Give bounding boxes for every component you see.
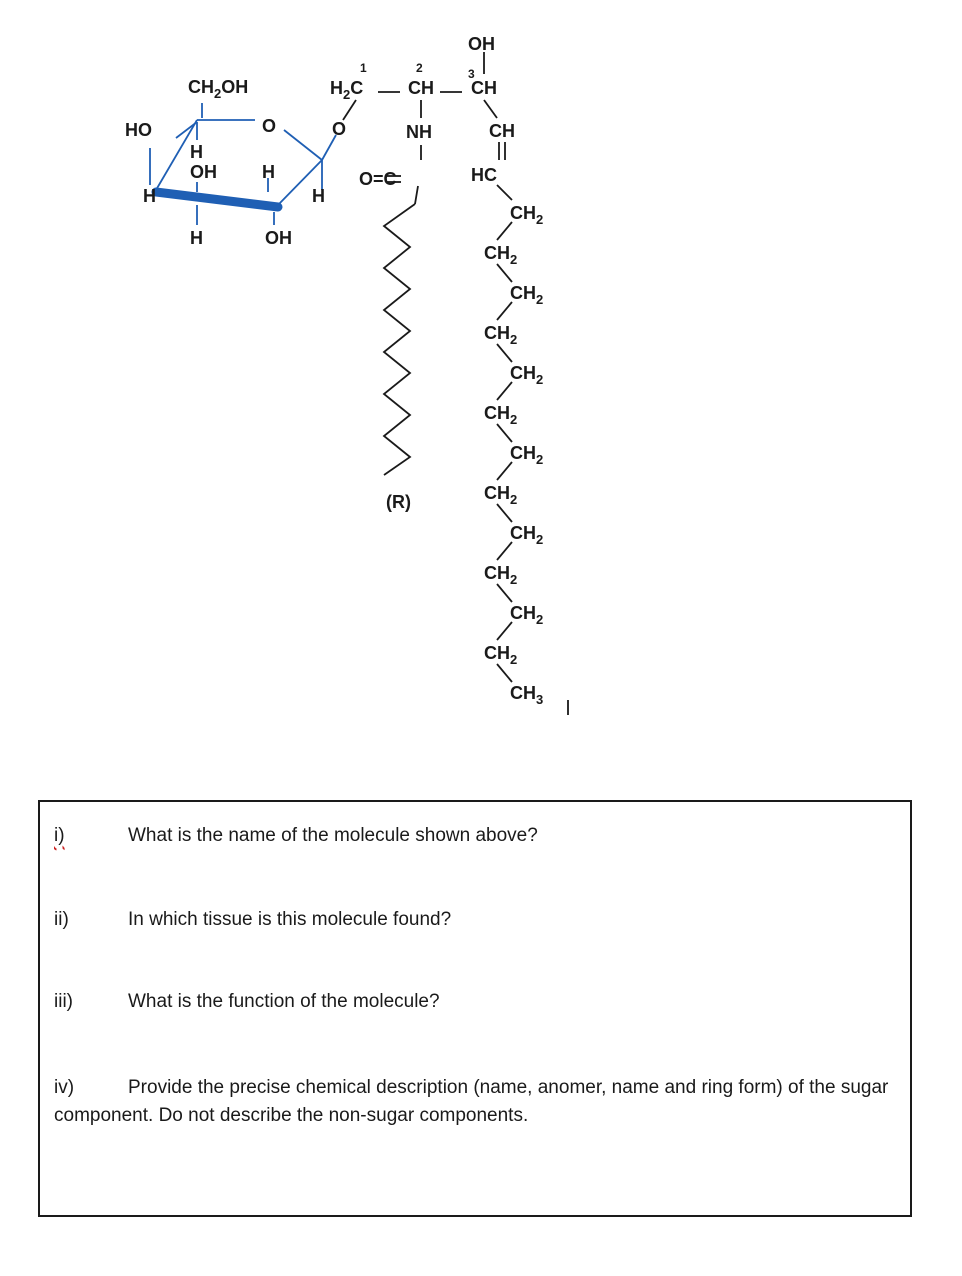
alkyl-chain bbox=[484, 203, 543, 667]
ch2-label: $CH_2$ bbox=[510, 363, 544, 387]
sugar-ring bbox=[150, 103, 336, 225]
ch2-label: $CH_2$ bbox=[510, 203, 544, 227]
oh-bottom-label: OH bbox=[265, 228, 292, 248]
glycosidic-oxygen-label: O bbox=[332, 119, 347, 139]
ch2-label: $CH_2$ bbox=[510, 283, 544, 307]
ch2-label: $CH_2$ bbox=[484, 643, 518, 667]
ch2-label: $CH_2$ bbox=[484, 323, 518, 347]
question-number: ii) bbox=[54, 909, 69, 930]
ch2oh-label: $CH_2OH$ bbox=[188, 77, 249, 101]
carbon-number-1: 1 bbox=[360, 61, 367, 75]
carbon-number-2: 2 bbox=[416, 61, 423, 75]
question-number: i) bbox=[54, 825, 65, 846]
h-right-label: H bbox=[312, 186, 325, 206]
r-group-label: (R) bbox=[386, 492, 411, 512]
question-number: iv) bbox=[54, 1077, 75, 1098]
h-left-label: H bbox=[143, 186, 156, 206]
ch2-label: $CH_2$ bbox=[510, 523, 544, 547]
c2-label: CH bbox=[408, 78, 434, 98]
question-text: What is the function of the molecule? bbox=[128, 991, 440, 1012]
question-text: In which tissue is this molecule found? bbox=[128, 909, 452, 930]
question-box bbox=[38, 800, 912, 1217]
ch2-label: $CH_2$ bbox=[510, 603, 544, 627]
ring-oxygen-label: O bbox=[262, 116, 277, 136]
ch-double-bond-2-label: HC bbox=[471, 165, 497, 185]
oh-c4-label: OH bbox=[190, 162, 217, 182]
question-text: What is the name of the molecule shown above? bbox=[128, 825, 538, 846]
question-text: Provide the precise chemical description (name, anomer, name and ring form) of the sugar component. Do not describe the non-sugar components. bbox=[54, 1077, 889, 1126]
carbonyl-label: O=C bbox=[359, 169, 397, 189]
ch2-label: $CH_2$ bbox=[484, 243, 518, 267]
c3-label: CH bbox=[471, 78, 497, 98]
ch-double-bond-1-label: CH bbox=[489, 121, 515, 141]
ch2-label: $CH_2$ bbox=[510, 443, 544, 467]
h-c5-label: H bbox=[190, 142, 203, 162]
nh-label: NH bbox=[406, 122, 432, 142]
carbon-number-3: 3 bbox=[468, 67, 475, 81]
question-number: iii) bbox=[54, 991, 73, 1012]
h-bottom-label: H bbox=[190, 228, 203, 248]
ch2-label: $CH_2$ bbox=[484, 483, 518, 507]
ch2-label: $CH_2$ bbox=[484, 563, 518, 587]
question-4 bbox=[54, 1074, 904, 1130]
ch2-label: $CH_2$ bbox=[484, 403, 518, 427]
ring-bold-edge bbox=[156, 192, 278, 207]
h-c3-label: H bbox=[262, 162, 275, 182]
ch3-terminal-label: $CH_3$ bbox=[510, 683, 544, 707]
c1-label: $H_2C$ bbox=[330, 78, 364, 102]
oh-backbone-label: OH bbox=[468, 34, 495, 54]
ho-label: HO bbox=[125, 120, 152, 140]
